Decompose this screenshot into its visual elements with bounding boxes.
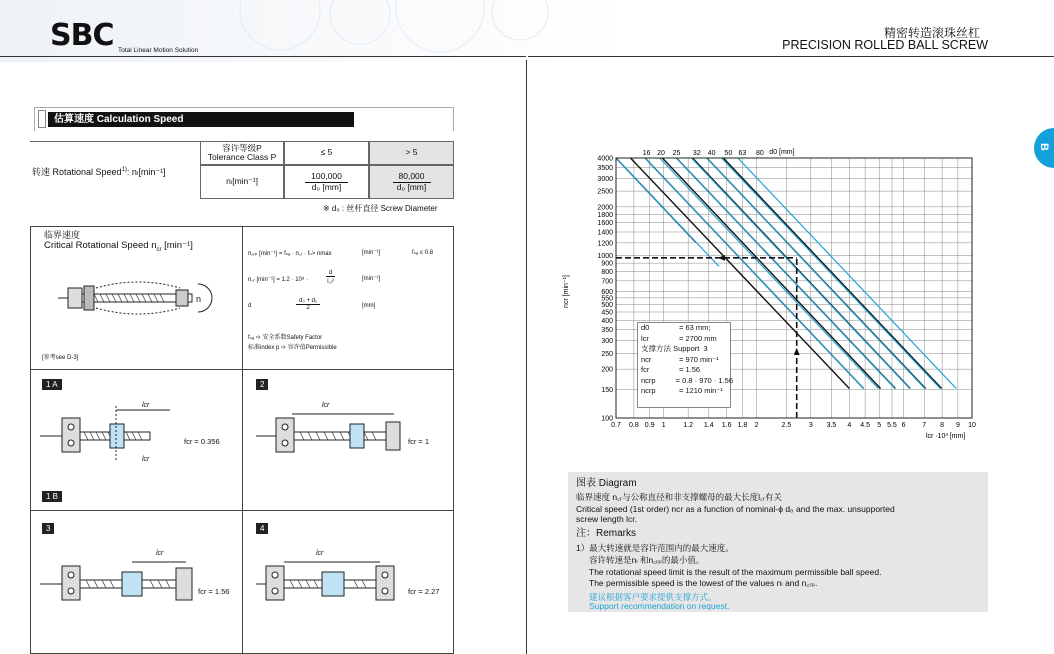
- top-tick-label-7: 80: [755, 150, 764, 157]
- cases-divider-v: [242, 370, 243, 654]
- y-tick-label-7: 450: [601, 309, 613, 317]
- y-tick-label-13: 900: [601, 260, 613, 268]
- x-tick-label-12: 4: [847, 422, 852, 429]
- critical-speed-chart: [540, 140, 980, 450]
- x-tick-label-3: 1: [661, 422, 666, 429]
- x-tick-label-18: 8: [940, 422, 945, 429]
- header-rule-left: [0, 56, 526, 57]
- example-arrow-up: [794, 348, 800, 355]
- remark-6: Support recommendation on request.: [589, 601, 730, 611]
- x-tick-label-13: 4.5: [860, 422, 870, 429]
- section-tab-label: B: [1037, 143, 1050, 151]
- case-3-drawing: [40, 548, 210, 618]
- logo-subtitle: Total Linear Motion Solution: [118, 47, 199, 54]
- y-tick-label-11: 700: [601, 278, 613, 286]
- example-value: 3: [703, 344, 708, 353]
- x-tick-label-17: 7: [922, 422, 927, 429]
- series-line-d80-7: [723, 158, 941, 388]
- formula-d: d: [248, 303, 252, 309]
- x-tick-label-10: 3: [808, 422, 813, 429]
- remark-1: 1）最大转速就是容许范围内的最大速度。: [576, 543, 734, 553]
- y-tick-label-2: 200: [601, 366, 613, 374]
- x-tick-label-7: 1.8: [737, 422, 748, 429]
- speed-unit-cell: nₗ[min⁻¹]: [200, 165, 284, 199]
- example-value: = 1210 min⁻¹: [679, 386, 723, 395]
- x-tick-label-6: 1.6: [721, 422, 732, 429]
- chart-x-label: lcr ·10³ [mm]: [926, 433, 966, 440]
- safety-factor-note: fₛₐ ➩ 安全系数Safety Factor: [248, 335, 323, 341]
- y-tick-label-3: 250: [601, 350, 613, 358]
- y-tick-label-5: 350: [601, 327, 613, 335]
- y-tick-label-9: 550: [601, 295, 613, 303]
- example-value-row: [641, 334, 733, 345]
- example-symbol: lcr: [641, 333, 649, 343]
- example-value: = 1.56: [679, 365, 701, 374]
- x-tick-label-16: 6: [901, 422, 906, 429]
- x-tick-label-20: 10: [968, 422, 976, 429]
- example-value-row: [641, 355, 733, 366]
- y-tick-label-20: 2500: [597, 188, 613, 196]
- formula-d-fraction: d₀ + d₁ 2: [296, 298, 320, 311]
- example-value: = 0.8 · 970 · 1.56: [675, 375, 733, 385]
- formula-ncrp: n꜀ᵣₚ [min⁻¹] = fₛₐ · n꜀ᵣ · fₙ> nmax: [248, 251, 332, 257]
- x-tick-label-5: 1.4: [703, 422, 714, 429]
- formula-ncr-fraction: d l꜀ᵣ²: [327, 270, 335, 285]
- header-title-en: PRECISION ROLLED BALL SCREW: [782, 38, 988, 52]
- chart-y-ticks: [597, 156, 613, 423]
- tolerance-class-header: 容许等级P Tolerance Class P: [200, 141, 284, 165]
- case-4-number: 4: [256, 523, 268, 534]
- formula-ncr: n꜀ᵣ [min⁻¹] = 1.2 · 10⁸ ·: [248, 277, 309, 283]
- case-1a-fcr: fcr = 0.356: [184, 437, 220, 446]
- y-tick-label-1: 150: [601, 386, 613, 394]
- screw-diameter-note: ※ d₀ : 丝杆直径 Screw Diameter: [323, 204, 438, 213]
- permissible-note: 标准index p ➩ 容许值Permissible: [248, 345, 337, 351]
- speed-col2-value: $\frac{80,000}{\text{d₀ [mm]}}$: [369, 165, 454, 199]
- remark-2: 容许转速是nₗ 和n꜀ᵣₚ的最小值。: [589, 555, 705, 565]
- example-symbol: 支撑方法 Support: [641, 344, 700, 353]
- x-tick-label-2: 0.9: [644, 422, 655, 429]
- section-title: 估算速度 Calculation Speed: [48, 112, 354, 127]
- x-tick-label-19: 9: [955, 422, 960, 429]
- example-value-row: [641, 323, 733, 334]
- example-value: = 970 min⁻¹: [679, 354, 719, 364]
- remarks-title: 注：Remarks: [576, 528, 637, 539]
- y-tick-label-10: 600: [601, 289, 613, 297]
- chart-top-ticks: [643, 150, 764, 157]
- critical-divider: [242, 226, 243, 370]
- y-tick-label-0: 100: [601, 415, 613, 423]
- y-tick-label-21: 3000: [597, 175, 613, 183]
- critical-speed-illustration: [58, 268, 218, 328]
- case-2-lcr: lcr: [322, 402, 330, 409]
- reference-note: [参考see D-3]: [42, 355, 79, 361]
- case-4-lcr: lcr: [316, 550, 324, 557]
- rotational-speed-label: 转速 Rotational Speed$^{1)}$: nₗ[min⁻¹]: [32, 167, 166, 177]
- y-tick-label-6: 400: [601, 317, 613, 325]
- top-tick-label-2: 25: [672, 150, 681, 157]
- example-symbol: ncrp: [641, 386, 656, 395]
- y-tick-label-8: 500: [601, 302, 613, 310]
- case-1a-lcr: lcr: [142, 402, 150, 409]
- page-divider: [526, 60, 527, 654]
- top-tick-label-6: 63: [738, 150, 747, 157]
- diagram-line3: screw length lcr.: [576, 514, 637, 524]
- x-tick-label-14: 5: [877, 422, 882, 429]
- formula-fsa-limit: fₛₐ ≤ 0.8: [412, 250, 434, 256]
- example-value: = 2700 mm: [679, 333, 717, 343]
- series-line-d16-8: [616, 158, 719, 266]
- case-1a-drawing: [40, 400, 240, 470]
- example-symbol: d0: [641, 323, 650, 332]
- top-tick-label-3: 32: [692, 150, 701, 157]
- top-tick-label-4: 40: [707, 150, 716, 157]
- case-1a-lcr-2: lcr: [142, 456, 150, 463]
- critical-title-cn: 临界速度: [44, 230, 81, 240]
- example-value-row: [641, 365, 733, 376]
- top-tick-label-5: 50: [724, 150, 733, 157]
- x-tick-label-4: 1.2: [683, 422, 694, 429]
- formula-d-unit: [mm]: [362, 303, 376, 309]
- y-tick-label-16: 1400: [597, 229, 613, 237]
- case-1b-number: 1 B: [42, 491, 62, 502]
- cases-divider-h: [30, 510, 454, 511]
- case-3-number: 3: [42, 523, 54, 534]
- header-title-cn: 精密转造滚珠丝杠: [883, 26, 980, 40]
- case-3-lcr: lcr: [156, 550, 164, 557]
- y-tick-label-4: 300: [601, 338, 613, 346]
- remark-5: 建议根据客户要求提供支撑方式。: [589, 592, 717, 602]
- diagram-title: 图表 Diagram: [576, 478, 637, 489]
- example-value-row: [641, 344, 733, 355]
- y-tick-label-22: 3500: [597, 164, 613, 172]
- rotation-n-symbol: n: [196, 294, 202, 304]
- y-tick-label-18: 1800: [597, 211, 613, 219]
- chart-top-axis-label: d0 [mm]: [769, 149, 795, 156]
- case-4-fcr: fcr = 2.27: [408, 587, 440, 596]
- formula-ncr-unit: [min⁻¹]: [362, 276, 381, 282]
- case-1a-number: 1 A: [42, 379, 62, 390]
- diagram-line1: 临界速度 n꜀ᵣ与公称直径和非支撑螺母的最大长度l꜀ᵣ有关: [576, 492, 782, 502]
- x-tick-label-9: 2.5: [781, 422, 792, 429]
- example-symbol: ncr: [641, 354, 652, 364]
- logo: SBC: [50, 18, 114, 53]
- x-tick-label-11: 3.5: [826, 422, 837, 429]
- top-tick-label-1: 20: [657, 150, 665, 157]
- example-value-row: [641, 376, 733, 387]
- case-4-drawing: [256, 548, 416, 618]
- x-tick-label-8: 2: [754, 422, 759, 429]
- critical-title-en: Critical Rotational Speed $n_{cr}$ [min⁻¹]: [44, 240, 193, 253]
- chart-x-ticks: [611, 422, 976, 429]
- case-3-fcr: fcr = 1.56: [198, 587, 230, 596]
- section-title-marker: [38, 110, 46, 128]
- example-value: = 63 mm;: [679, 323, 711, 332]
- header-watermark: [200, 0, 600, 60]
- case-2-number: 2: [256, 379, 268, 390]
- y-tick-label-15: 1200: [597, 240, 613, 248]
- x-tick-label-15: 5.5: [887, 422, 897, 429]
- y-tick-label-19: 2000: [597, 204, 613, 212]
- example-symbol: ncrp: [641, 375, 656, 385]
- tolerance-col2-header: > 5: [369, 141, 454, 165]
- y-tick-label-14: 1000: [597, 253, 613, 261]
- x-tick-label-0: 0.7: [611, 422, 621, 429]
- example-symbol: fcr: [641, 365, 650, 374]
- speed-col1-value: $\frac{100,000}{\text{d₀ [mm]}}$: [284, 165, 369, 199]
- top-tick-label-0: 16: [642, 150, 651, 157]
- chart-y-label: ncr [min⁻¹]: [563, 275, 570, 308]
- case-2-fcr: fcr = 1: [408, 437, 430, 446]
- example-value-row: [641, 386, 733, 397]
- case-2-drawing: [256, 400, 416, 470]
- y-tick-label-12: 800: [601, 268, 613, 276]
- chart-example-values: [641, 323, 733, 397]
- remark-4: The permissible speed is the lowest of the values nₗ and n꜀ᵣₚ.: [589, 578, 818, 588]
- header-rule-right: [528, 56, 1054, 57]
- y-tick-label-17: 1600: [597, 220, 613, 228]
- remark-3: The rotational speed limit is the result of the maximum permissible ball speed.: [589, 567, 882, 577]
- x-tick-label-1: 0.8: [629, 422, 639, 429]
- formula-ncrp-unit: [min⁻¹]: [362, 250, 381, 256]
- diagram-line2: Critical speed (1st order) ncr as a function of nominal-ϕ d₀ and the max. unsupported: [576, 504, 895, 514]
- tolerance-col1-header: ≤ 5: [284, 141, 369, 165]
- y-tick-label-23: 4000: [597, 155, 613, 163]
